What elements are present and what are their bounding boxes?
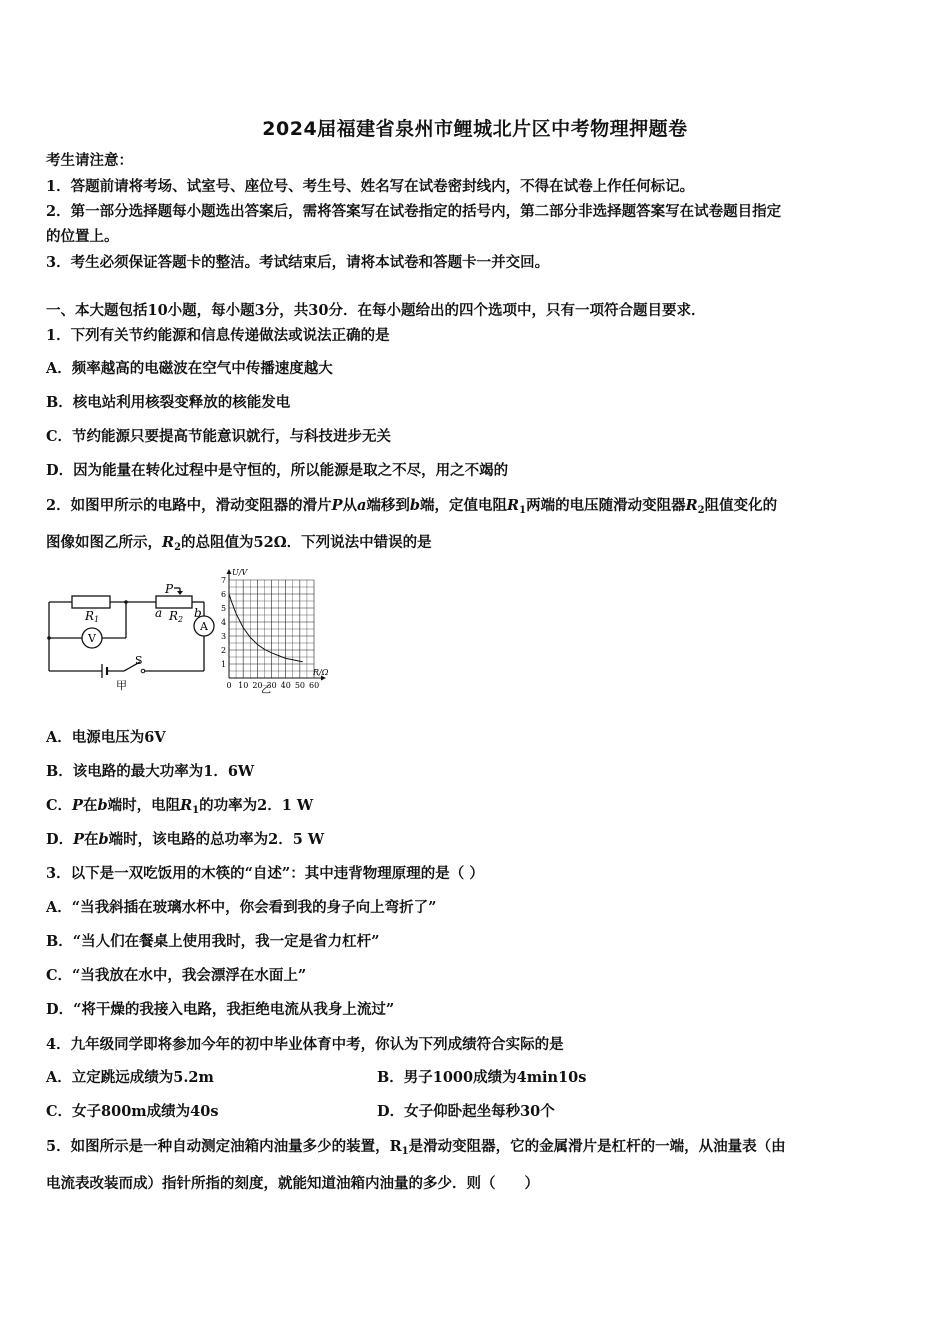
text: 阻值变化的 [704,497,778,514]
text: 端，定值电阻 [420,497,508,514]
series-line-u-r [229,594,303,662]
notice-item-3: 3．考生必须保证答题卡的整洁。考试结束后，请将本试卷和答题卡一并交回。 [46,254,550,271]
q1-stem: 1．下列有关节约能源和信息传递做法或说法正确的是 [46,327,390,344]
q5-stem-line2: 电流表改装而成）指针所指的刻度，就能知道油箱内油量的多少．则（ ） [46,1175,539,1192]
notice-item-2: 2．第一部分选择题每小题选出答案后，需将答案写在试卷指定的括号内，第二部分非选择题答案写在试卷题目指定 [46,203,782,220]
y-tick-label: 6 [221,590,227,599]
q3-option-c: C．“当我放在水中，我会漂浮在水面上” [46,967,307,984]
text: 的功率为2．1 W [199,797,314,814]
subscript: 1 [519,505,527,516]
text: 是滑动变阻器，它的金属滑片是杠杆的一端，从油量表（由 [408,1138,786,1155]
text: 的总阻值为52Ω．下列说法中错误的是 [181,534,432,551]
subscript: 1 [192,805,200,816]
q3-option-d: D．“将干燥的我接入电路，我拒绝电流从我身上流过” [46,1001,395,1018]
q2-option-b: B．该电路的最大功率为1．6W [46,763,255,780]
q2-option-c [46,796,313,816]
x-tick-label: 30 [266,681,277,690]
y-axis-label: U/V [232,568,248,577]
var-b: b [97,797,108,814]
q5-stem-line1 [46,1137,786,1157]
label-r1: R1 [85,609,100,624]
page-title: 2024届福建省泉州市鲤城北片区中考物理押题卷 [262,118,688,140]
q2-option-a: A．电源电压为6V [46,729,166,746]
var-b: b [98,831,109,848]
text: 端移到 [366,497,410,514]
x-axis-label: R/Ω [313,668,329,677]
y-tick-label: 4 [221,618,227,627]
q3-stem: 3．以下是一双吃饭用的木筷的“自述”：其中违背物理原理的是（ ） [46,865,484,882]
var-p: P [331,497,343,514]
graph-tick-labels [221,576,319,690]
var-p: P [72,797,83,814]
u-r-graph [212,566,337,696]
caption-jia: 甲 [116,679,127,692]
ammeter-icon: A [200,620,208,633]
q1-option-d: D．因为能量在转化过程中是守恒的，所以能源是取之不尽，用之不竭的 [46,462,509,479]
x-tick-label: 20 [252,681,263,690]
subscript: 2 [697,505,705,516]
text: 端时，该电路的总功率为2．5 W [108,831,325,848]
var-a: a [357,497,367,514]
label-s: S [135,654,143,667]
q4-option-a: A．立定跳远成绩为5.2m [46,1069,214,1086]
circuit-diagram [44,580,227,692]
var-r: R [685,497,698,514]
q4-option-c: C．女子800m成绩为40s [46,1103,219,1120]
label-p: P [165,582,174,596]
label-a: a [155,606,163,620]
section-heading: 一、本大题包括10小题，每小题3分，共30分．在每小题给出的四个选项中，只有一项符合题目要求． [46,302,706,319]
q1-option-c: C．节约能源只要提高节能意识就行，与科技进步无关 [46,428,392,445]
q1-option-a: A．频率越高的电磁波在空气中传播速度越大 [46,360,333,377]
caption-yi: 乙 [261,685,271,696]
label-b: b [194,606,202,620]
q1-option-b: B．核电站利用核裂变释放的核能发电 [46,394,291,411]
text: 两端的电压随滑动变阻器 [526,497,686,514]
x-tick-label: 10 [238,681,249,690]
text: 从 [342,497,357,514]
q2-stem-line2 [46,533,432,553]
q4-option-d: D．女子仰卧起坐每秒30个 [377,1103,555,1120]
junction-dot [47,636,51,640]
notice-item-2-cont: 的位置上。 [46,228,119,245]
subscript: 1 [401,1146,409,1157]
text: 端时，电阻 [107,797,181,814]
graph-grid [229,580,314,678]
y-axis-arrow-icon [227,569,232,574]
q2-option-d [46,830,324,850]
q3-option-b: B．“当人们在餐桌上使用我时，我一定是省力杠杆” [46,933,380,950]
notice-item-1: 1．答题前请将考场、试室号、座位号、考生号、姓名写在试卷密封线内，不得在试卷上作任何标记。 [46,178,695,195]
junction-dot [124,600,128,604]
var-r: R [507,497,520,514]
notice-heading: 考生请注意： [46,152,133,169]
q3-option-a: A．“当我斜插在玻璃水杯中，你会看到我的身子向上弯折了” [46,899,437,916]
y-tick-label: 1 [221,660,227,669]
y-tick-label: 3 [221,632,227,641]
text: C． [46,797,73,814]
y-tick-label: 5 [221,604,227,613]
x-tick-label: 0 [226,681,232,690]
var-r: R [162,534,175,551]
text: 在 [82,797,98,814]
y-tick-label: 2 [221,646,227,655]
q4-option-b: B．男子1000成绩为4min10s [377,1069,587,1086]
var-p: P [73,831,84,848]
voltmeter-icon: V [88,632,96,645]
text: D． [46,831,74,848]
subscript: 2 [174,542,182,553]
text: 在 [83,831,99,848]
text: 2．如图甲所示的电路中，滑动变阻器的滑片 [46,497,332,514]
text: 5．如图所示是一种自动测定油箱内油量多少的装置，R [46,1138,402,1155]
q2-stem-line1 [46,496,777,516]
x-tick-label: 60 [309,681,320,690]
var-r: R [180,797,193,814]
label-r2: R2 [169,609,184,624]
slider-arrow-icon [177,591,183,595]
q4-stem: 4．九年级同学即将参加今年的初中毕业体育中考，你认为下列成绩符合实际的是 [46,1036,564,1053]
y-tick-label: 7 [221,576,227,585]
text: 图像如图乙所示， [46,534,162,551]
var-b: b [409,497,421,514]
x-tick-label: 40 [280,681,291,690]
x-tick-label: 50 [294,681,306,690]
